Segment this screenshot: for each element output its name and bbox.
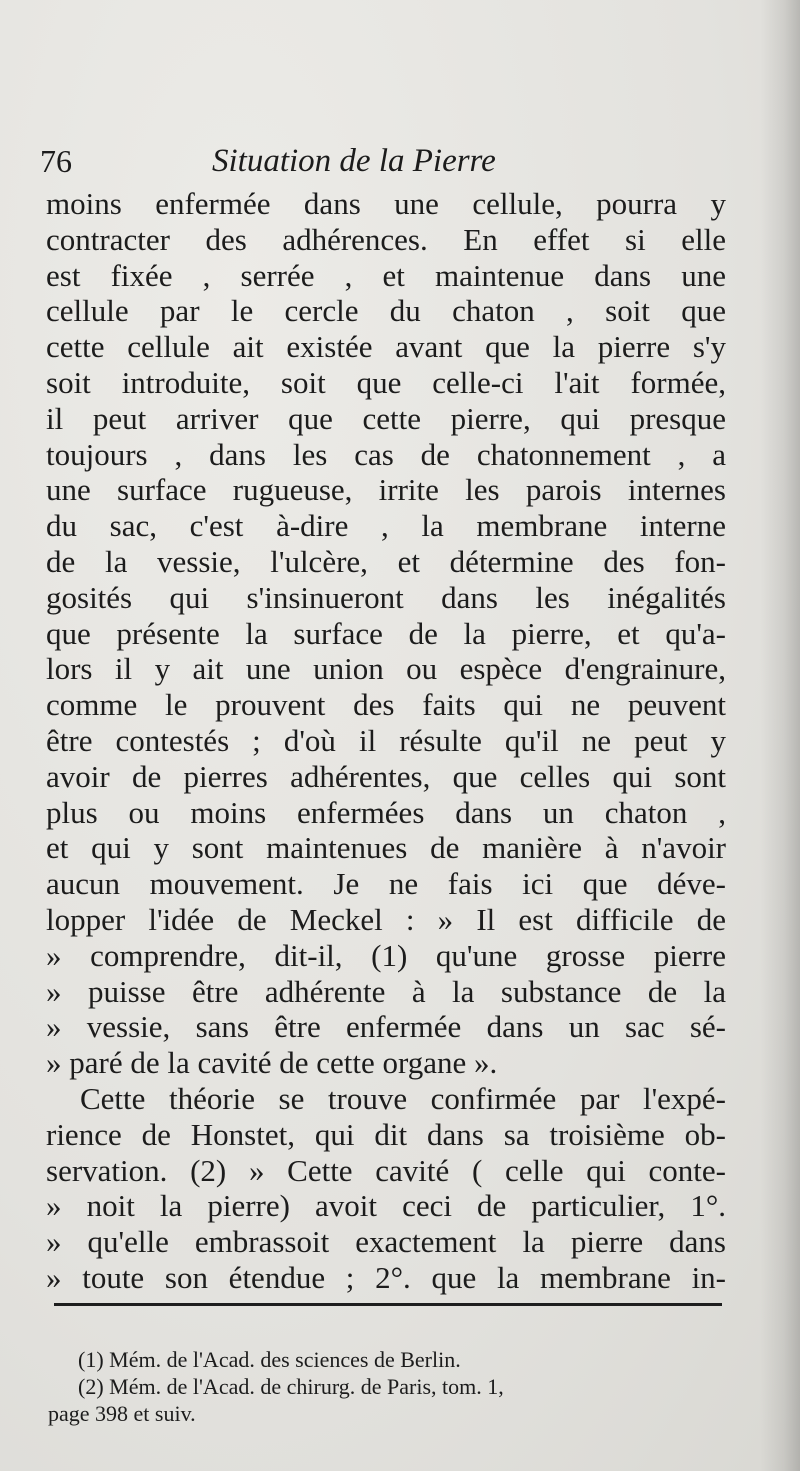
footnote-line: page 398 et suiv. <box>48 1401 196 1426</box>
text-line: servation. (2) » Cette cavité ( celle qui conte- <box>46 1152 726 1188</box>
text-line: lors il y ait une union ou espèce d'engrainure, <box>46 651 726 687</box>
footnotes <box>48 1346 738 1427</box>
text-line: Cette théorie se trouve confirmée par l'expé- <box>80 1080 726 1116</box>
text-line: du sac, c'est à-dire , la membrane interne <box>46 508 726 544</box>
text-line: il peut arriver que cette pierre, qui presque <box>46 400 726 436</box>
text-line: une surface rugueuse, irrite les parois internes <box>46 472 726 508</box>
text-line: » qu'elle embrassoit exactement la pierre dans <box>46 1224 726 1260</box>
text-line: moins enfermée dans une cellule, pourra y <box>46 186 726 221</box>
text-line: soit introduite, soit que celle-ci l'ait formée, <box>46 364 726 400</box>
text-line: rience de Honstet, qui dit dans sa troisième ob- <box>46 1116 726 1152</box>
gutter-shadow <box>760 0 800 1471</box>
text-line: plus ou moins enfermées dans un chaton , <box>46 794 726 830</box>
text-line: lopper l'idée de Meckel : » Il est difficile de <box>46 901 726 937</box>
text-line: est fixée , serrée , et maintenue dans une <box>46 257 726 293</box>
text-line: de la vessie, l'ulcère, et détermine des fon- <box>46 543 726 579</box>
text-line: et qui y sont maintenues de manière à n'avoir <box>46 830 726 866</box>
text-line: » vessie, sans être enfermée dans un sac sé- <box>46 1009 726 1045</box>
text-line: » comprendre, dit-il, (1) qu'une grosse pierre <box>46 937 726 973</box>
text-line: aucun mouvement. Je ne fais ici que déve- <box>46 866 726 902</box>
text-line: toujours , dans les cas de chatonnement , a <box>46 436 726 472</box>
text-line: cellule par le cercle du chaton , soit que <box>46 293 726 329</box>
text-line: que présente la surface de la pierre, et qu'a- <box>46 615 726 651</box>
page-number: 76 <box>40 143 72 179</box>
text-line: cette cellule ait existée avant que la pierre s'y <box>46 329 726 365</box>
text-line: » paré de la cavité de cette organe ». <box>46 1045 498 1081</box>
text-line: comme le prouvent des faits qui ne peuvent <box>46 687 726 723</box>
text-line: gosités qui s'insinueront dans les inégalités <box>46 579 726 615</box>
text-line: contracter des adhérences. En effet si elle <box>46 221 726 257</box>
text-line: être contestés ; d'où il résulte qu'il ne peut y <box>46 722 726 758</box>
text-line: » toute son étendue ; 2°. que la membrane in- <box>46 1259 726 1295</box>
body-text <box>46 186 726 1296</box>
footnote-line: (1) Mém. de l'Acad. des sciences de Berlin. <box>78 1347 461 1372</box>
text-line: » puisse être adhérente à la substance de la <box>46 973 726 1009</box>
running-title: Situation de la Pierre <box>212 143 496 179</box>
footnote-line: (2) Mém. de l'Acad. de chirurg. de Paris, tom. 1, <box>78 1374 504 1399</box>
running-head <box>40 140 730 182</box>
text-line: » noit la pierre) avoit ceci de particulier, 1°. <box>46 1188 726 1224</box>
footnote-divider <box>54 1303 722 1306</box>
text-line: avoir de pierres adhérentes, que celles qui sont <box>46 758 726 794</box>
